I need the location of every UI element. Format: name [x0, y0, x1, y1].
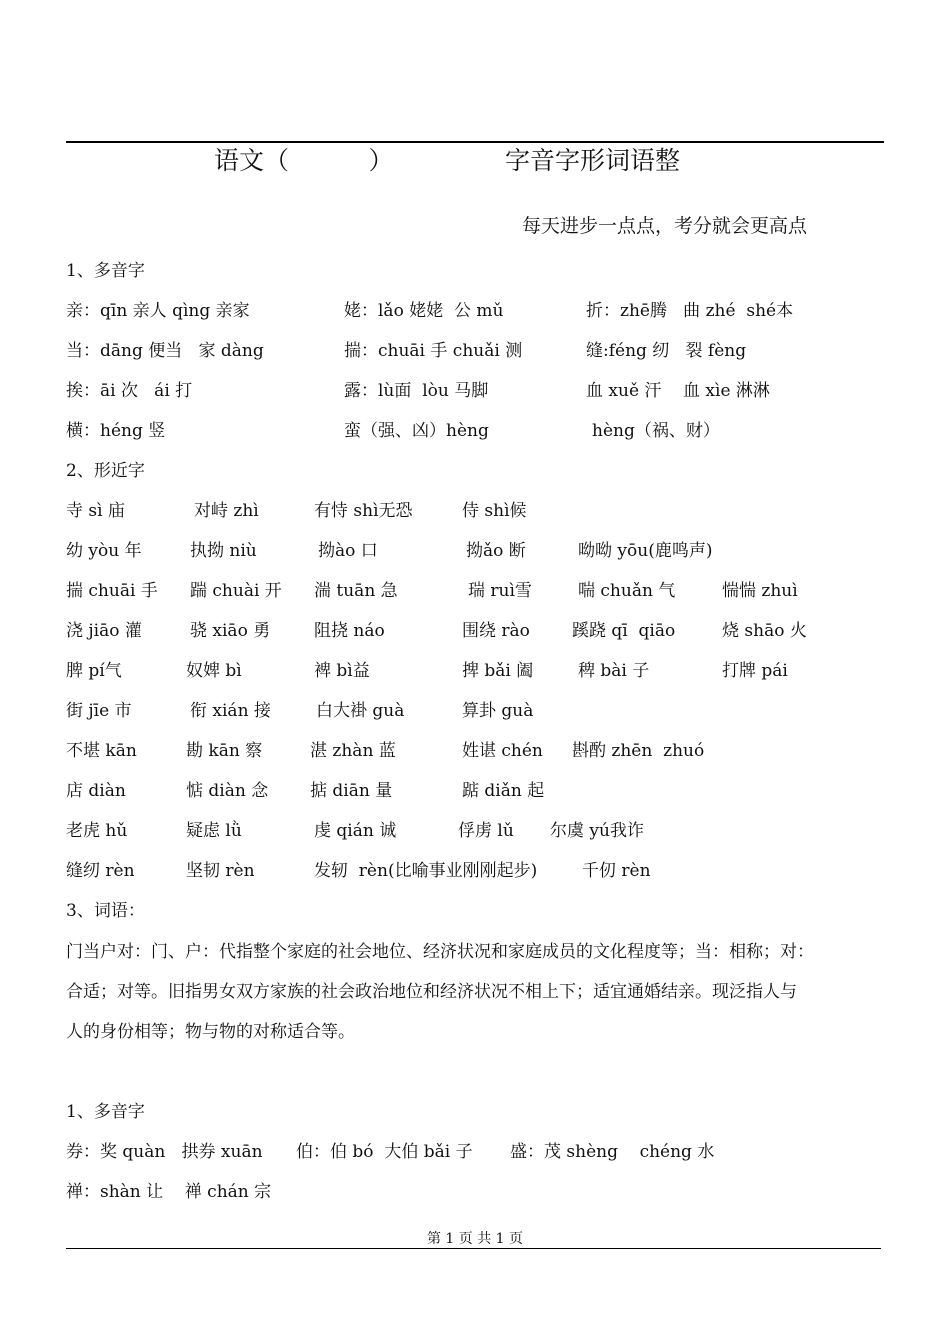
- similar-char-entry: 打牌 pái: [722, 661, 788, 681]
- similar-char-entry: 衔 xián 接: [190, 701, 271, 721]
- similar-char-entry: 呦呦 yōu(鹿鸣声): [578, 541, 713, 561]
- similar-char-entry: 疑虑 lǜ: [186, 821, 242, 841]
- polyphonic-entry: 姥：lǎo 姥姥 公 mǔ: [344, 301, 504, 321]
- polyphonic-entry: 挨：āi 次 ái 打: [66, 381, 193, 401]
- polyphonic-entry: 当：dāng 便当 家 dàng: [66, 341, 264, 361]
- similar-char-entry: 浇 jiāo 灌: [66, 621, 142, 641]
- polyphonic-entry: 横：héng 竖: [66, 421, 166, 441]
- similar-char-entry: 掂 diān 量: [310, 781, 393, 801]
- similar-char-entry: 揣 chuāi 手: [66, 581, 158, 601]
- polyphonic-entry: 揣：chuāi 手 chuǎi 测: [344, 341, 523, 361]
- similar-char-entry: 缝纫 rèn: [66, 861, 135, 881]
- similar-char-entry: 斟酌 zhēn zhuó: [572, 741, 705, 761]
- similar-char-entry: 白大褂 guà: [316, 701, 405, 721]
- similar-char-entry: 对峙 zhì: [194, 501, 259, 521]
- page-footer: 第 1 页 共 1 页: [426, 1231, 524, 1247]
- similar-char-entry: 围绕 rào: [462, 621, 530, 641]
- similar-char-entry: 勘 kān 察: [186, 741, 263, 761]
- polyphonic-entry: 伯：伯 bó 大伯 bǎi 子: [296, 1142, 473, 1162]
- polyphonic-entry: 盛：茂 shèng chéng 水: [510, 1142, 715, 1162]
- similar-char-entry: 执拗 niù: [190, 541, 257, 561]
- polyphonic-entry: 血 xuě 汗 血 xìe 淋淋: [586, 381, 770, 401]
- similar-char-entry: 老虎 hǔ: [66, 821, 128, 841]
- similar-char-entry: 湛 zhàn 蓝: [310, 741, 396, 761]
- section-heading-similar-chars: 2、形近字: [66, 461, 145, 481]
- similar-char-entry: 踹 chuài 开: [190, 581, 282, 601]
- similar-char-entry: 算卦 guà: [462, 701, 534, 721]
- similar-char-entry: 拗ǎo 断: [466, 541, 526, 561]
- similar-char-entry: 虔 qián 诚: [314, 821, 397, 841]
- similar-char-entry: 瑞 ruì雪: [468, 581, 532, 601]
- polyphonic-entry: 禅：shàn 让 禅 chán 宗: [66, 1182, 272, 1202]
- similar-char-entry: 寺 sì 庙: [66, 501, 125, 521]
- similar-char-entry: 有恃 shì无恐: [314, 501, 413, 521]
- similar-char-entry: 蹊跷 qī qiāo: [572, 621, 676, 641]
- document-title-topic: 字音字形词语整: [505, 146, 681, 175]
- similar-char-entry: 踮 diǎn 起: [462, 781, 545, 801]
- similar-char-entry: 街 jīe 市: [66, 701, 132, 721]
- polyphonic-entry: 蛮（强、凶）hèng: [344, 421, 489, 441]
- similar-char-entry: 坚韧 rèn: [186, 861, 255, 881]
- similar-char-entry: 姓谌 chén: [462, 741, 543, 761]
- similar-char-entry: 湍 tuān 急: [314, 581, 398, 601]
- polyphonic-entry: hèng（祸、财）: [592, 421, 720, 441]
- section-heading-polyphonic: 1、多音字: [66, 261, 145, 281]
- polyphonic-entry: 缝:féng 纫 裂 fèng: [586, 341, 747, 361]
- similar-char-entry: 发轫 rèn(比喻事业刚刚起步): [314, 861, 538, 881]
- similar-char-entry: 俘虏 lǔ: [458, 821, 514, 841]
- similar-char-entry: 拗ào 口: [318, 541, 378, 561]
- similar-char-entry: 惴惴 zhuì: [722, 581, 798, 601]
- polyphonic-entry: 折：zhē腾 曲 zhé shé本: [586, 301, 794, 321]
- similar-char-entry: 不堪 kān: [66, 741, 137, 761]
- similar-char-entry: 喘 chuǎn 气: [578, 581, 676, 601]
- section-heading-vocabulary: 3、词语：: [66, 901, 145, 921]
- similar-char-entry: 捭 bǎi 阖: [462, 661, 534, 681]
- similar-char-entry: 侍 shì候: [462, 501, 527, 521]
- similar-char-entry: 稗 bài 子: [578, 661, 650, 681]
- footer-rule: [66, 1248, 881, 1249]
- similar-char-entry: 奴婢 bì: [186, 661, 242, 681]
- similar-char-entry: 烧 shāo 火: [722, 621, 807, 641]
- vocabulary-paragraph-line: 人的身份相等；物与物的对称适合等。: [66, 1022, 355, 1042]
- document-title-subject: 语文（ ）: [214, 146, 394, 175]
- similar-char-entry: 惦 diàn 念: [186, 781, 269, 801]
- polyphonic-entry: 亲：qīn 亲人 qìng 亲家: [66, 301, 250, 321]
- similar-char-entry: 脾 pí气: [66, 661, 122, 681]
- polyphonic-entry: 露：lù面 lòu 马脚: [344, 381, 489, 401]
- motto-text: 每天进步一点点，考分就会更高点: [522, 215, 808, 237]
- section-heading-polyphonic-2: 1、多音字: [66, 1102, 145, 1122]
- similar-char-entry: 千仞 rèn: [582, 861, 651, 881]
- similar-char-entry: 店 diàn: [66, 781, 126, 801]
- similar-char-entry: 裨 bì益: [314, 661, 370, 681]
- polyphonic-entry: 券：奖 quàn 拱券 xuān: [66, 1142, 263, 1162]
- similar-char-entry: 幼 yòu 年: [66, 541, 142, 561]
- header-rule: [66, 141, 884, 143]
- similar-char-entry: 阻挠 náo: [314, 621, 385, 641]
- similar-char-entry: 骁 xiāo 勇: [190, 621, 271, 641]
- vocabulary-paragraph-line: 门当户对：门、户：代指整个家庭的社会地位、经济状况和家庭成员的文化程度等；当：相称；对：: [66, 942, 814, 962]
- vocabulary-paragraph-line: 合适；对等。旧指男女双方家族的社会政治地位和经济状况不相上下；适宜通婚结亲。现泛指人与: [66, 982, 797, 1002]
- similar-char-entry: 尔虞 yú我诈: [550, 821, 644, 841]
